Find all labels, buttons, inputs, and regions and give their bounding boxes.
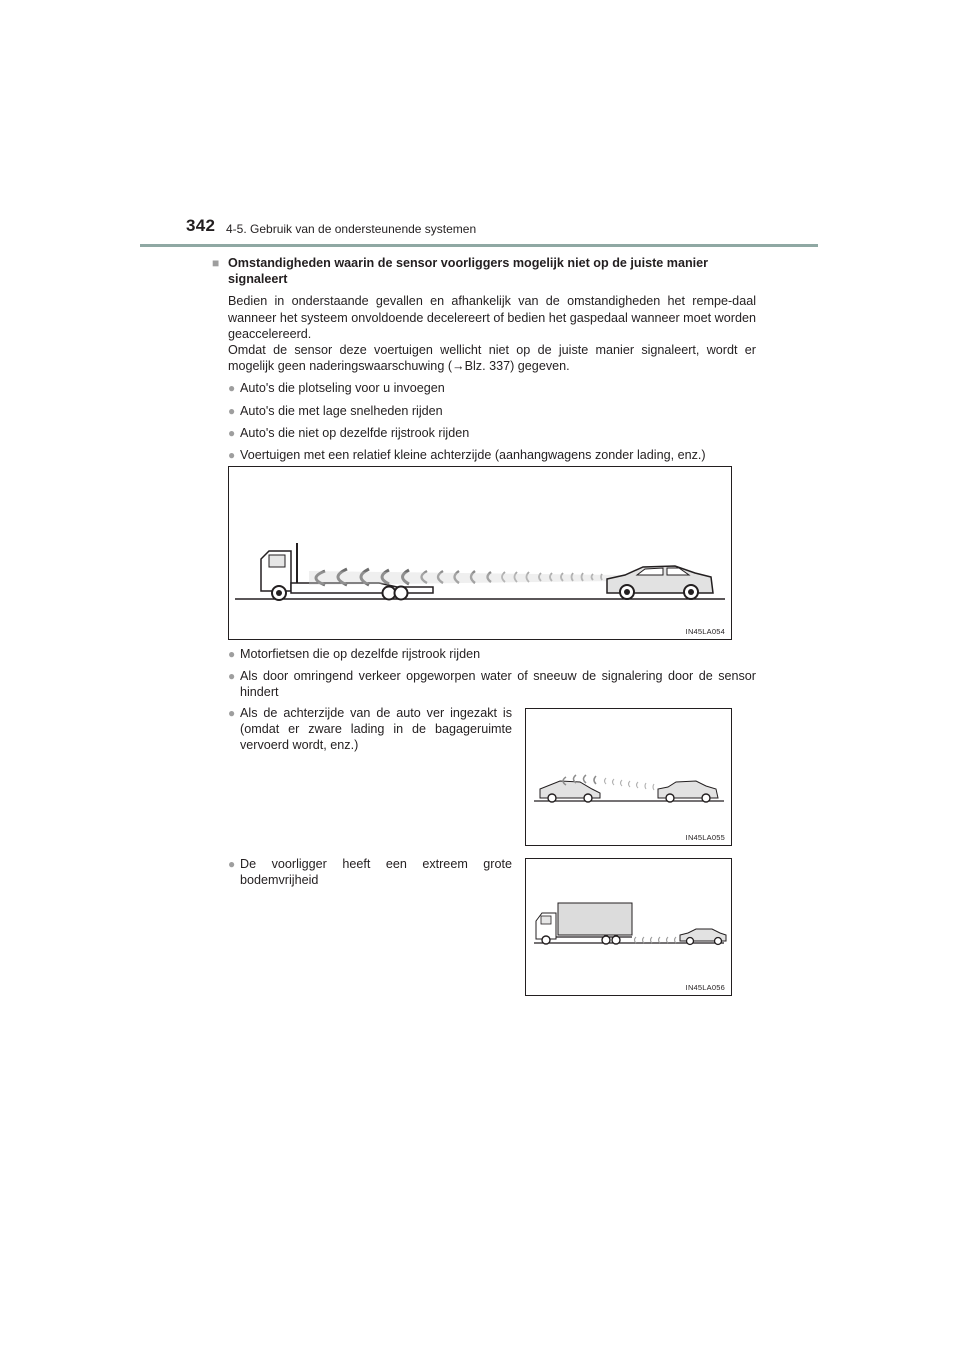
round-bullet-icon: ● bbox=[228, 448, 236, 463]
round-bullet-icon: ● bbox=[228, 381, 236, 396]
side-bullet-c bbox=[228, 705, 512, 754]
figure-trailer-sensor bbox=[228, 466, 732, 640]
figure-high-clearance-truck bbox=[525, 858, 732, 996]
round-bullet-icon: ● bbox=[228, 403, 236, 418]
list-item: ● Auto's die met lage snelheden rijden bbox=[228, 403, 443, 418]
section-content bbox=[212, 255, 756, 463]
list-item: ● Als de achterzijde van de auto ver ingezakt is (omdat er zware lading in de bagageruimte vervoerd wordt, enz.) bbox=[228, 706, 512, 753]
paragraph-2: Omdat de sensor deze voertuigen wellicht niet op de juiste manier signaleert, wordt er mogelijk geen naderingswaarschuwing (→Blz. 337) gegeven. bbox=[228, 343, 756, 374]
figure-sagging-car bbox=[525, 708, 732, 846]
sagging-car-illustration bbox=[526, 709, 731, 845]
section-heading-text: Omstandigheden waarin de sensor voorliggers mogelijk niet op de juiste manier signaleert bbox=[228, 256, 709, 287]
round-bullet-icon: ● bbox=[228, 669, 236, 684]
list-item: ● Voertuigen met een relatief kleine achterzijde (aanhangwagens zonder lading, enz.) bbox=[228, 448, 706, 463]
round-bullet-icon: ● bbox=[228, 706, 236, 720]
figure-code: IN45LA056 bbox=[685, 983, 725, 992]
figure-code: IN45LA054 bbox=[685, 627, 725, 636]
list-item: ● De voorligger heeft een extreem grote bodemvrijheid bbox=[228, 857, 512, 888]
list-item: ● Auto's die niet op dezelfde rijstrook rijden bbox=[228, 425, 470, 440]
round-bullet-icon: ● bbox=[228, 425, 236, 440]
side-bullet-d bbox=[228, 856, 512, 888]
round-bullet-icon: ● bbox=[228, 647, 236, 661]
list-item: ● Auto's die plotseling voor u invoegen bbox=[228, 381, 445, 396]
section-paragraph bbox=[228, 293, 756, 374]
square-bullet-icon: ■ bbox=[212, 256, 220, 270]
paragraph-1: Bedien in onderstaande gevallen en afhankelijk van de omstandigheden het rempe-daal wanneer het systeem onvoldoende decelereert of bedien het gaspedaal wanneer moet worden geaccelereerd. bbox=[228, 294, 756, 341]
header-rule bbox=[140, 244, 818, 247]
trailer-sensor-illustration bbox=[229, 467, 731, 639]
list-item: ● Als door omringend verkeer opgeworpen water of sneeuw de signalering door de sensor hindert bbox=[228, 669, 756, 700]
round-bullet-icon: ● bbox=[228, 857, 236, 871]
section-heading bbox=[212, 255, 756, 287]
section-content-b bbox=[212, 646, 756, 701]
figure-code: IN45LA055 bbox=[685, 833, 725, 842]
chapter-title: 4-5. Gebruik van de ondersteunende systemen bbox=[226, 222, 477, 236]
page-number: 342 bbox=[186, 216, 216, 235]
list-item: ● Motorfietsen die op dezelfde rijstrook rijden bbox=[228, 647, 481, 661]
truck-clearance-illustration bbox=[526, 859, 731, 995]
